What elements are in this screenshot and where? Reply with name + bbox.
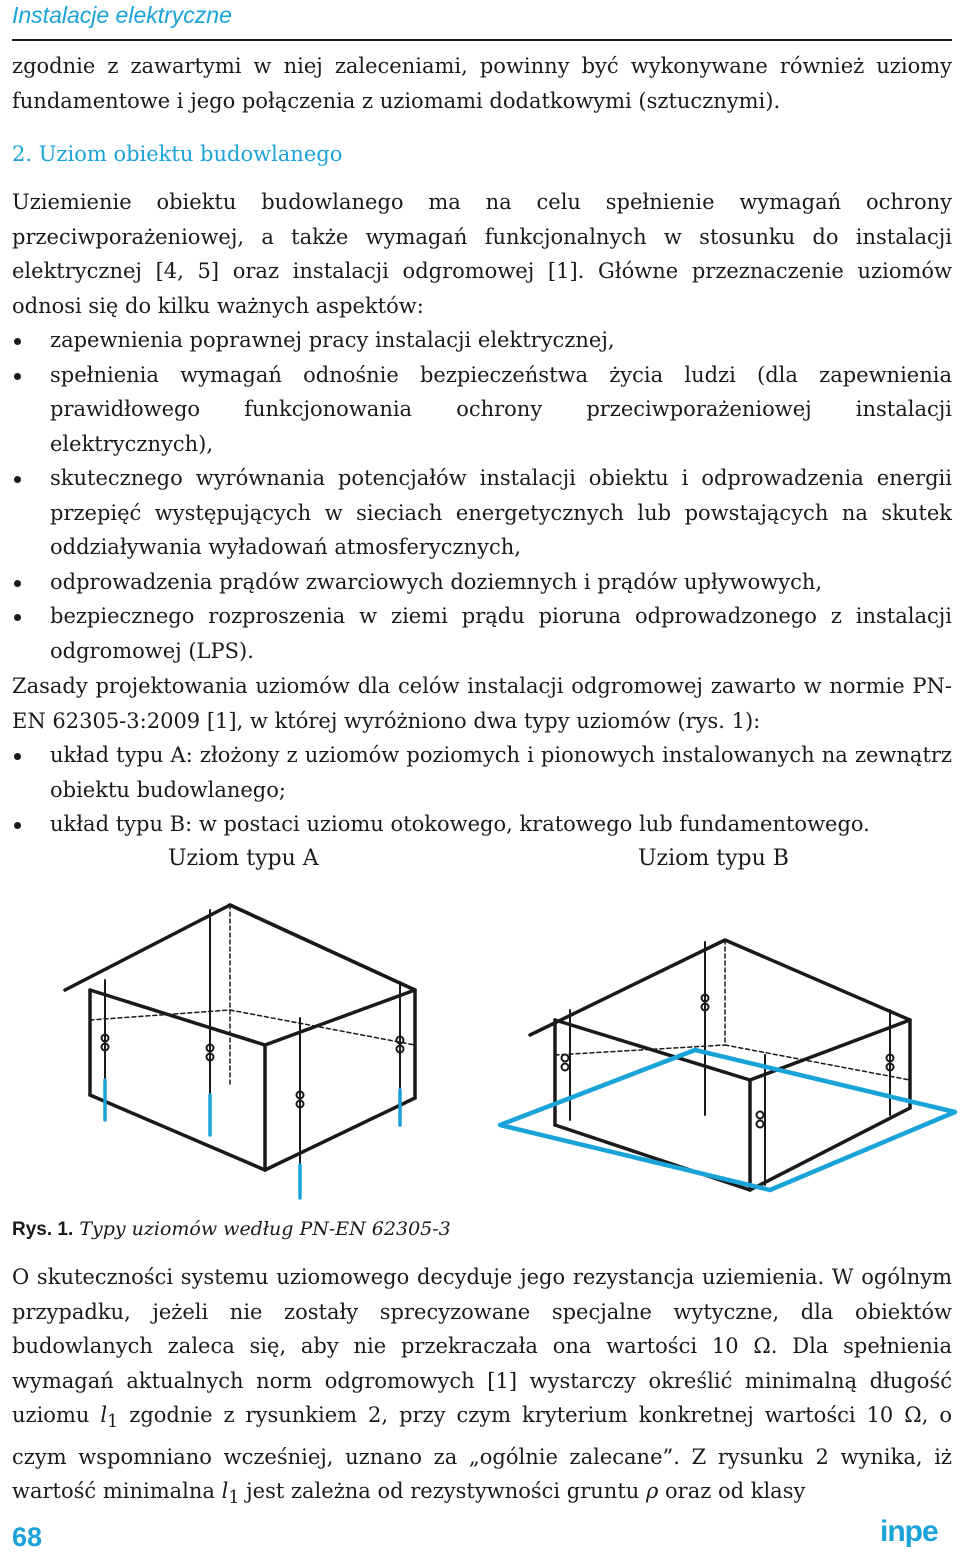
body1-text: Uziemienie obiektu budowlanego ma na celu spełnienie wymagań ochrony przeciwporażeniowej, a także wymagań funkcjonalnych w stosunku do instalacji elektrycznej [4, 5] oraz instalacji odgromowej [1]. Główne przeznaczenie uziomów odnosi się do kilku ważnych aspektów: xyxy=(12,190,952,318)
list-item: układ typu B: w postaci uziomu otokowego, kratowego lub fundamentowego. xyxy=(12,807,952,842)
list-item: odprowadzenia prądów zwarciowych doziemnych i prądów upływowych, xyxy=(12,565,952,600)
figure-label-type-b: Uziom typu B xyxy=(638,846,789,871)
section-heading xyxy=(12,142,342,166)
symbol-l: l xyxy=(100,1403,108,1427)
vertical-earth-rods xyxy=(105,1080,400,1198)
body-paragraph-3: O skuteczności systemu uziomowego decyduje jego rezystancja uziemienia. W ogólnym przypadku, jeżeli nie zostały sprecyzowane specjalne wytyczne, dla obiektów budowlanych zaleca się, aby nie przekraczała ona wartości 10 Ω. Dla spełnienia wymagań aktualnych norm odgromowych [1] wystarczy określić minimalną długość uziomu $l_1$ zgodnie z rysunkiem 2, przy czym kryterium konkretnej wartości 10 Ω, o czym wspomniano wcześniej, uznano za „ogólnie zalecane”. Z rysunku 2 wynika, iż wartość minimalna $l_1$ jest zależna od rezystywności gruntu ρ oraz od klasy xyxy=(12,1265,952,1509)
earthing-types-figure xyxy=(0,880,960,1200)
figure-label-type-a: Uziom typu A xyxy=(168,846,319,871)
section-title: Uziom obiektu budowlanego xyxy=(38,142,343,166)
list-item: układ typu A: złożony z uziomów poziomych i pionowych instalowanych na zewnątrz obiektu budowlanego; xyxy=(12,738,952,807)
bullet-icon xyxy=(14,580,21,587)
bullet-icon xyxy=(14,753,21,760)
page-number: 68 xyxy=(12,1522,43,1552)
caption-text: Typy uziomów według PN-EN 62305-3 xyxy=(79,1218,451,1240)
bullet-icon xyxy=(14,614,21,621)
list-item: bezpiecznego rozproszenia w ziemi prądu pioruna odprowadzonego z instalacji odgromowej (LPS). xyxy=(12,599,952,668)
logo-text: inpe xyxy=(880,1515,938,1548)
page-header xyxy=(12,0,952,40)
list-item: zapewnienia poprawnej pracy instalacji elektrycznej, xyxy=(12,323,952,358)
figure-caption xyxy=(12,1218,451,1241)
list-item: spełnienia wymagań odnośnie bezpieczeństwa życia ludzi (dla zapewnienia prawidłowego funkcjonowania ochrony przeciwporażeniowej instalacji elektrycznych), xyxy=(12,358,952,462)
bullet-icon xyxy=(14,822,21,829)
inpe-logo xyxy=(880,1515,952,1555)
aspects-list xyxy=(12,323,952,668)
body-paragraph-2 xyxy=(12,669,952,738)
intro-paragraph xyxy=(12,49,952,118)
header-rule xyxy=(12,39,952,41)
bullet-icon xyxy=(14,476,21,483)
body2-text: Zasady projektowania uziomów dla celów instalacji odgromowej zawarto w normie PN-EN 62305-3:2009 [1], w której wyróżniono dwa typy uziomów (rys. 1): xyxy=(12,674,952,733)
house-type-b xyxy=(530,940,910,1190)
caption-number: Rys. 1. xyxy=(12,1219,74,1240)
symbol-l: l xyxy=(221,1479,229,1504)
house-type-a xyxy=(65,905,415,1170)
list-item: skutecznego wyrównania potencjałów instalacji obiektu i odprowadzenia energii przepięć występujących w sieciach energetycznych lub powstających na skutek oddziaływania wyładowań atmosferycznych, xyxy=(12,461,952,565)
section-number: 2. xyxy=(12,142,33,166)
header-title: Instalacje elektryczne xyxy=(12,2,232,28)
bullet-icon xyxy=(14,338,21,345)
body-paragraph-1 xyxy=(12,185,952,323)
symbol-rho: ρ xyxy=(645,1479,659,1504)
types-list xyxy=(12,738,952,842)
intro-text: zgodnie z zawartymi w niej zaleceniami, powinny być wykonywane również uziomy fundamentowe i jego połączenia z uziomami dodatkowymi (sztucznymi). xyxy=(12,54,952,113)
bullet-icon xyxy=(14,373,21,380)
